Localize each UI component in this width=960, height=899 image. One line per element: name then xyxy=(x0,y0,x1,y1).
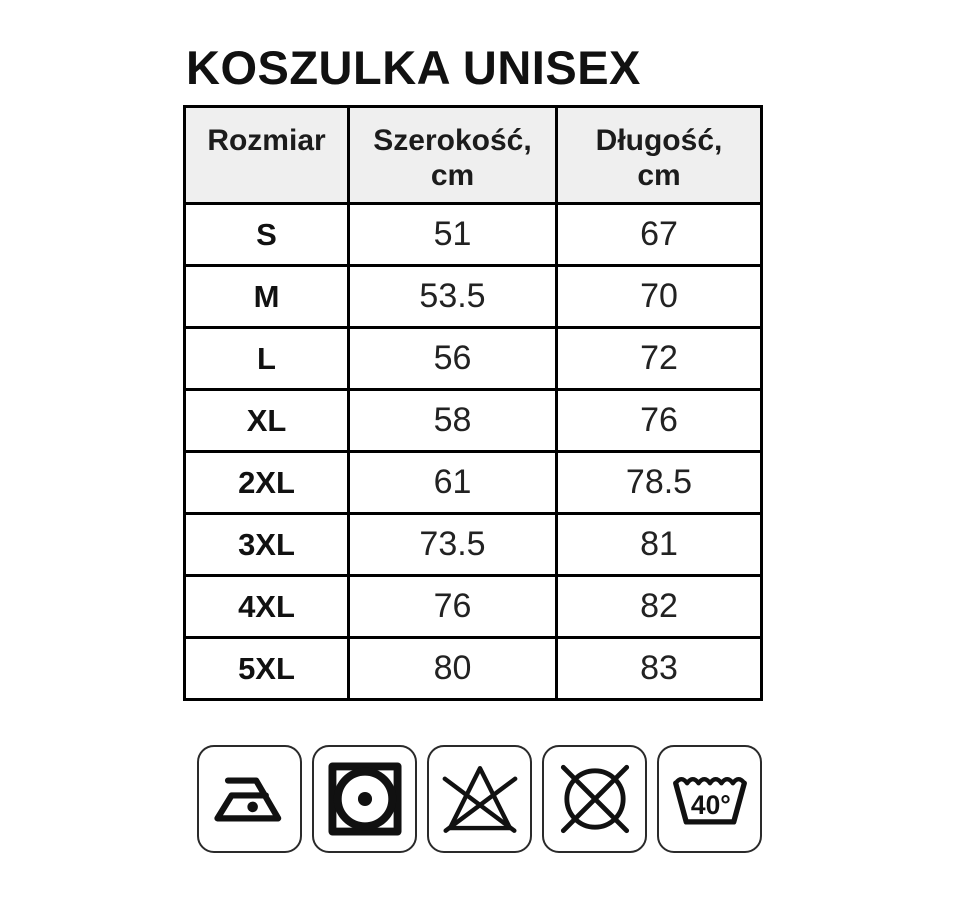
column-header-width-sub: cm xyxy=(430,159,475,192)
size-cell: 4XL xyxy=(185,576,349,638)
length-cell: 81 xyxy=(557,514,762,576)
width-cell: 58 xyxy=(349,390,557,452)
column-header-width xyxy=(349,107,557,204)
care-symbols-row xyxy=(197,745,762,853)
table-row xyxy=(185,638,762,700)
size-cell: XL xyxy=(185,390,349,452)
care-symbol-do-not-bleach xyxy=(427,745,532,853)
table-row xyxy=(185,204,762,266)
length-cell: 83 xyxy=(557,638,762,700)
table-row xyxy=(185,576,762,638)
length-cell: 70 xyxy=(557,266,762,328)
size-cell: 2XL xyxy=(185,452,349,514)
length-cell: 78.5 xyxy=(557,452,762,514)
size-cell: M xyxy=(185,266,349,328)
column-header-length-sub: cm xyxy=(637,159,681,192)
table-row xyxy=(185,390,762,452)
tumble-dry-icon xyxy=(321,754,409,844)
column-header-length-label: Długość, xyxy=(595,124,723,157)
page-title: KOSZULKA UNISEX xyxy=(186,41,641,94)
length-cell: 76 xyxy=(557,390,762,452)
table-row xyxy=(185,452,762,514)
wash-temperature-label: 40° xyxy=(690,789,731,820)
width-cell: 80 xyxy=(349,638,557,700)
width-cell: 53.5 xyxy=(349,266,557,328)
care-symbol-tumble-dry xyxy=(312,745,417,853)
do-not-bleach-icon xyxy=(436,754,524,844)
column-header-length xyxy=(557,107,762,204)
column-header-width-label: Szerokość, xyxy=(373,124,532,157)
length-cell: 82 xyxy=(557,576,762,638)
column-header-size xyxy=(185,107,349,204)
width-cell: 51 xyxy=(349,204,557,266)
table-row xyxy=(185,328,762,390)
size-table-body xyxy=(185,204,762,700)
header-row xyxy=(185,107,762,204)
table-row xyxy=(185,514,762,576)
wash-40-icon xyxy=(666,754,754,844)
do-not-dry-clean-icon xyxy=(551,754,639,844)
column-header-size-label: Rozmiar xyxy=(207,124,326,157)
width-cell: 61 xyxy=(349,452,557,514)
width-cell: 76 xyxy=(349,576,557,638)
width-cell: 56 xyxy=(349,328,557,390)
size-cell: 3XL xyxy=(185,514,349,576)
table-row xyxy=(185,266,762,328)
size-cell: L xyxy=(185,328,349,390)
iron-icon xyxy=(206,754,294,844)
width-cell: 73.5 xyxy=(349,514,557,576)
care-symbol-wash-40 xyxy=(657,745,762,853)
length-cell: 72 xyxy=(557,328,762,390)
care-symbol-iron xyxy=(197,745,302,853)
size-cell: S xyxy=(185,204,349,266)
length-cell: 67 xyxy=(557,204,762,266)
size-table-header xyxy=(185,107,762,204)
size-cell: 5XL xyxy=(185,638,349,700)
care-symbol-do-not-dry-clean xyxy=(542,745,647,853)
size-table xyxy=(183,105,763,701)
